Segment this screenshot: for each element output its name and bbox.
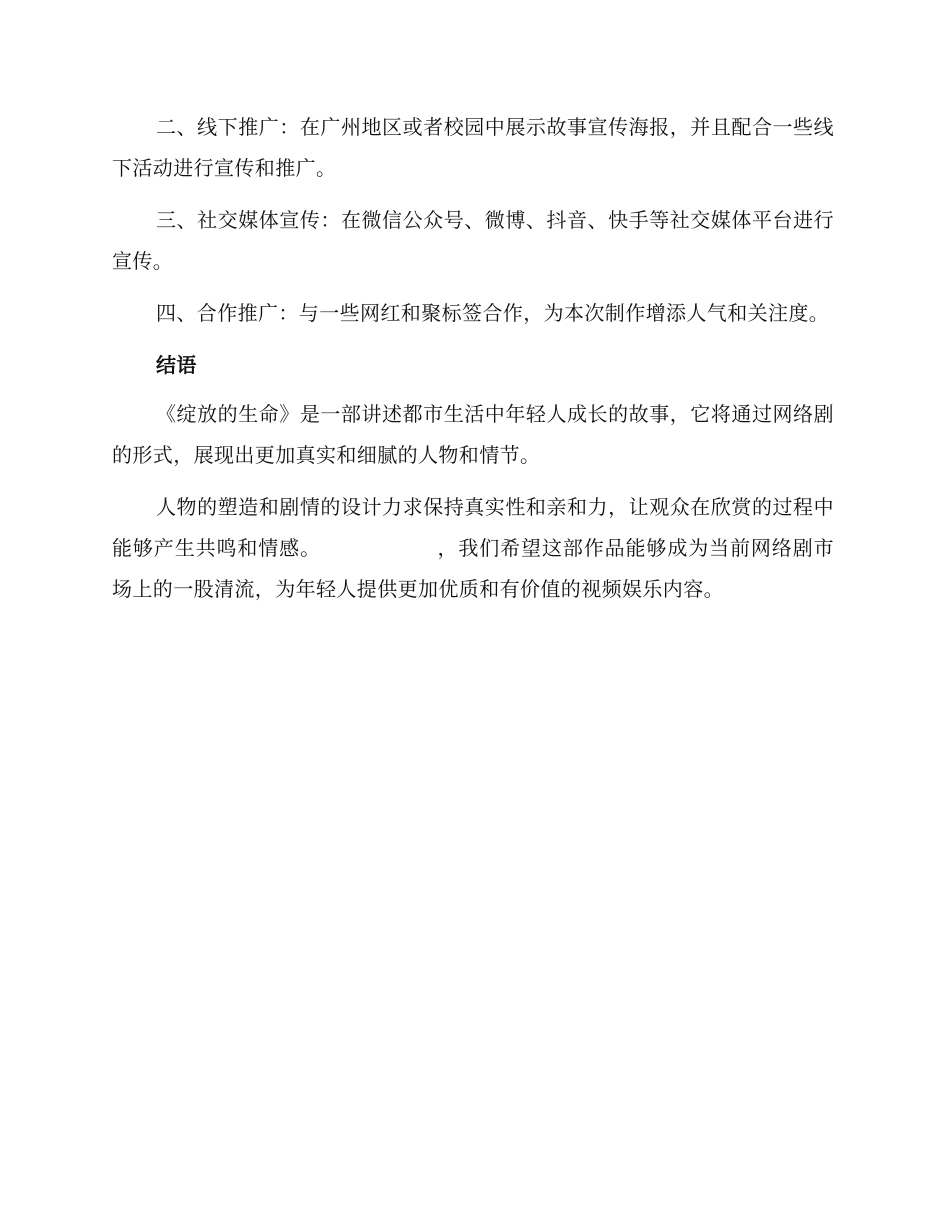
conclusion-2-first-part: 人物的塑造和剧情的设计力求保持真实性和亲和力，让观众在欣赏的过程中能够产生共鸣和情感。 (112, 495, 834, 560)
paragraph-offline-promotion: 二、线下推广：在广州地区或者校园中展示故事宣传海报，并且配合一些线下活动进行宣传和推广。 (112, 115, 834, 180)
paragraph-social-media: 三、社交媒体宣传：在微信公众号、微博、抖音、快手等社交媒体平台进行宣传。 (112, 208, 834, 273)
section-heading-conclusion: 结语 (156, 353, 197, 377)
document-body (112, 107, 834, 621)
paragraph-conclusion-2 (112, 487, 834, 610)
conclusion-2-second-part: ，我们希望这部作品能够成为当前网络剧市场上的一股清流，为年轻人提供更加优质和有价值的视频娱乐内容。 (112, 536, 834, 601)
paragraph-cooperation: 四、合作推广：与一些网红和聚标签合作，为本次制作增添人气和关注度。 (156, 301, 830, 325)
paragraph-conclusion-1: 《绽放的生命》是一部讲述都市生活中年轻人成长的故事，它将通过网络剧的形式，展现出更加真实和细腻的人物和情节。 (112, 402, 834, 467)
